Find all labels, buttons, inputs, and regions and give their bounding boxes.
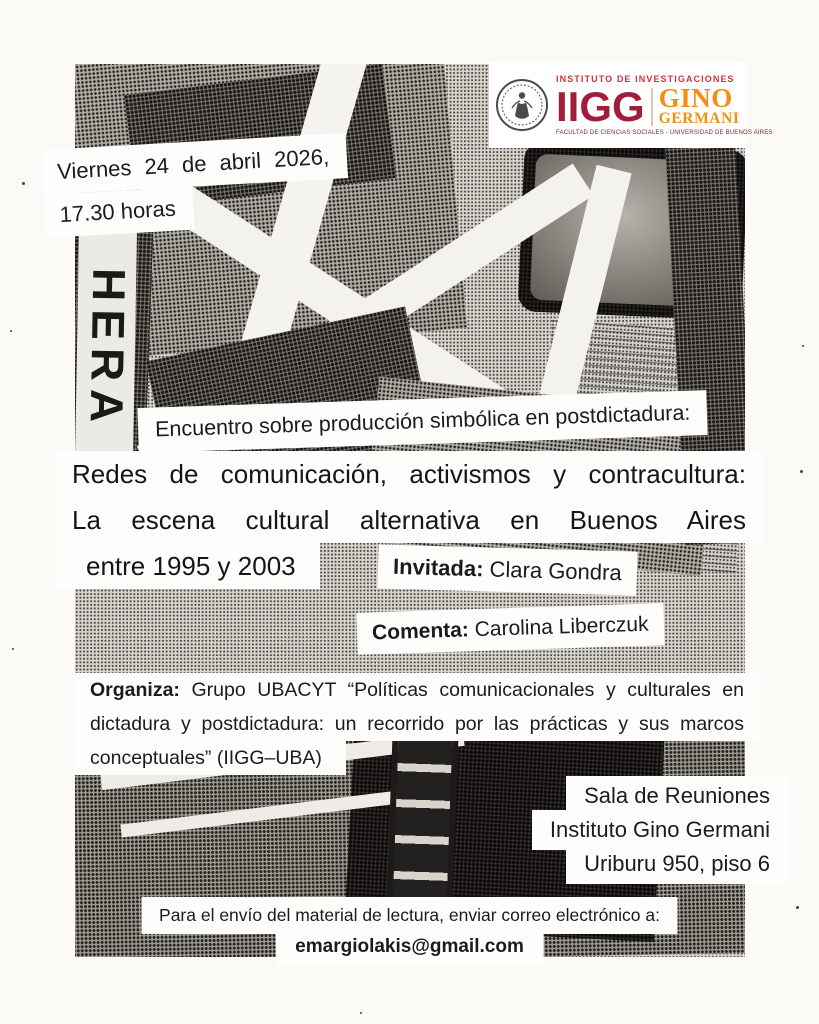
uba-seal-icon	[495, 78, 549, 132]
title-line-1: Redes de comunicación, activismos y contracultura:	[56, 451, 762, 497]
venue-institute: Instituto Gino Germani	[532, 810, 788, 850]
event-kicker: Encuentro sobre producción simbólica en postdictadura:	[137, 390, 708, 453]
logo-text-block	[556, 74, 773, 136]
contact-instruction: Para el envío del material de lectura, enviar correo electrónico a:	[141, 897, 678, 934]
newspaper-masthead-text: HERA	[75, 224, 137, 471]
organizer-line-1	[74, 673, 760, 707]
dust-speck	[12, 648, 14, 650]
venue-room: Sala de Reuniones	[566, 776, 788, 816]
logo-name	[658, 82, 740, 128]
event-date: Viernes 24 de abril 2026,	[42, 133, 348, 195]
logo-name-top: GINO	[658, 82, 733, 113]
organizer-block	[74, 673, 760, 775]
title-line-3: entre 1995 y 2003	[56, 543, 320, 589]
dust-speck	[22, 182, 25, 185]
date-time-block	[42, 133, 351, 238]
dust-speck	[802, 345, 804, 347]
dust-speck	[800, 470, 803, 473]
logo-divider	[651, 88, 653, 126]
logo-name-bottom: GERMANI	[658, 110, 740, 128]
organizer-label: Organiza:	[90, 679, 180, 701]
dust-speck	[10, 330, 12, 332]
dust-speck	[796, 906, 799, 909]
logo-acronym: IIGG	[556, 83, 645, 131]
organizer-line-3: conceptuales” (IIGG–UBA)	[74, 741, 346, 775]
commenter-label: Comenta:	[371, 618, 470, 645]
contact-email: emargiolakis@gmail.com	[275, 929, 544, 965]
commenter-name: Carolina Liberczuk	[474, 612, 649, 642]
logo-institute-line: INSTITUTO DE INVESTIGACIONES	[556, 73, 735, 84]
title-line-2: La escena cultural alternativa en Buenos Aires	[56, 497, 762, 543]
guest-name: Clara Gondra	[489, 556, 622, 586]
organizer-line-1-text: Grupo UBACYT “Políticas comunicacionales y culturales en	[191, 679, 744, 701]
iigg-logo	[489, 62, 773, 148]
guest-line	[377, 544, 637, 595]
event-time: 17.30 horas	[45, 187, 195, 238]
guest-label: Invitada:	[392, 553, 484, 582]
organizer-line-2: dictadura y postdictadura: un recorrido por las prácticas y sus marcos	[74, 707, 760, 741]
logo-faculty-line: FACULTAD DE CIENCIAS SOCIALES - UNIVERSIDAD DE BUENOS AIRES	[556, 130, 773, 137]
venue-address: Uriburu 950, piso 6	[566, 844, 788, 884]
logo-main-row	[556, 82, 773, 131]
dust-speck	[360, 1012, 362, 1014]
